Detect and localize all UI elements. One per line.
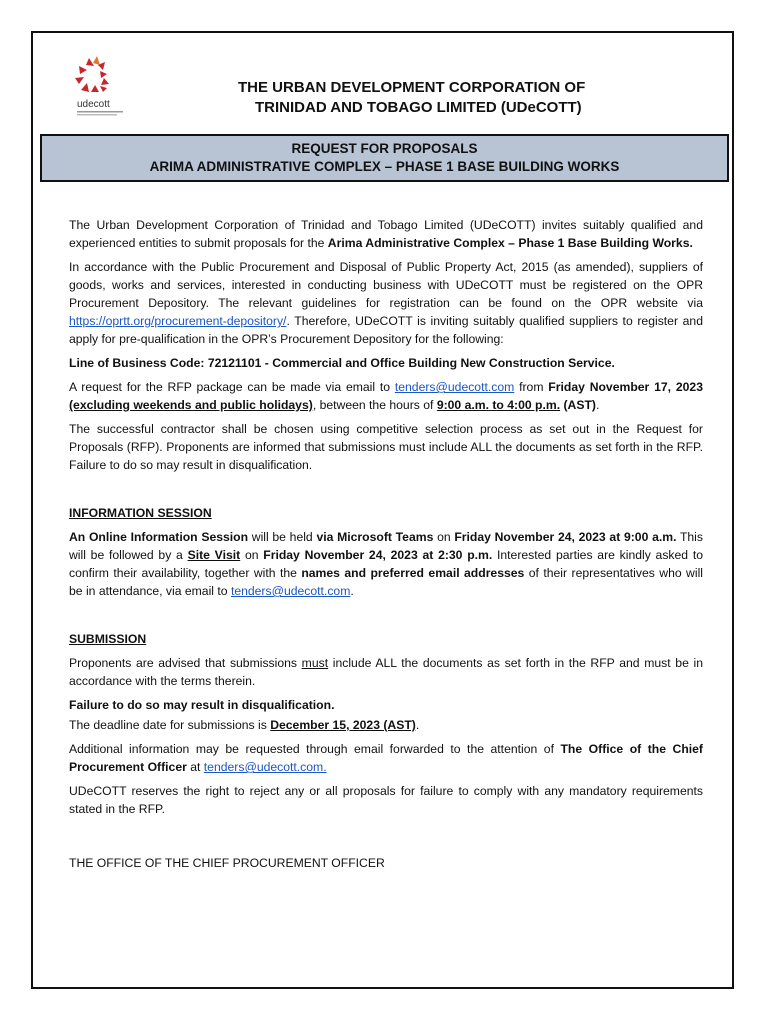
sub-must: must — [301, 656, 329, 670]
info-s1: An Online Information Session — [69, 530, 249, 544]
excluding-note: (excluding weekends and public holidays) — [69, 398, 313, 412]
signature: THE OFFICE OF THE CHIEF PROCUREMENT OFFICER — [69, 856, 385, 870]
info-s9: Friday November 24, 2023 at 2:30 p.m. — [263, 548, 493, 562]
submission-email-link[interactable]: tenders@udecott.com. — [203, 760, 327, 774]
info-session-heading: INFORMATION SESSION — [69, 506, 212, 520]
info-s4: on — [433, 530, 455, 544]
info-session-paragraph — [69, 528, 703, 600]
document-body — [69, 216, 703, 878]
selection-paragraph: The successful contractor shall be chosen using competitive selection process as set out in the Request for Proposals (RFP). Proponents are informed that submissions must include ALL the documents as set forth in the RFP. Failure to do so may result in disqualification. — [69, 422, 703, 472]
deadline-paragraph — [69, 716, 703, 734]
opr-depository-link[interactable]: https://oprtt.org/procurement-depository/ — [69, 314, 287, 328]
registration-paragraph — [69, 258, 703, 348]
additional-at: at — [186, 760, 204, 774]
intro-text: The Urban Development Corporation of Trinidad and Tobago Limited (UDeCOTT) invites suitably qualified and experienced entities to submit proposals for the — [69, 218, 703, 250]
submission-paragraph — [69, 654, 703, 690]
chief-procurement-office: The Office of the Chief Procurement Officer — [69, 742, 703, 774]
logo-wordmark: udecott — [77, 99, 110, 110]
project-name: Arima Administrative Complex – Phase 1 Base Building Works. — [327, 236, 693, 250]
banner-line1: REQUEST FOR PROPOSALS — [291, 141, 478, 156]
info-s2: will be held — [248, 530, 317, 544]
star-logo-icon — [67, 52, 147, 122]
line-of-business: Line of Business Code: 72121101 - Commercial and Office Building New Construction Service. — [69, 356, 615, 370]
info-s12: of their representatives who will be in attendance, via email to — [69, 566, 703, 598]
registration-text-end: . Therefore, UDeCOTT is inviting suitably qualified suppliers to register and apply for pre-qualification in the OPR’s Procurement Depository for the following: — [69, 314, 703, 346]
info-end: . — [350, 584, 354, 598]
sub-p1c: include ALL the documents as set forth in the RFP and must be in accordance with the terms therein. — [69, 656, 704, 688]
deadline-text: The deadline date for submissions is — [69, 718, 271, 732]
info-s5: Friday November 24, 2023 at 9:00 a.m. — [454, 530, 677, 544]
org-title-line1: THE URBAN DEVELOPMENT CORPORATION OF — [238, 79, 586, 96]
additional-text: Additional information may be requested through email forwarded to the attention of — [69, 742, 561, 756]
sub-p1a: Proponents are advised that submissions — [69, 656, 302, 670]
banner-line2: ARIMA ADMINISTRATIVE COMPLEX – PHASE 1 BASE BUILDING WORKS — [149, 159, 620, 174]
info-s11: names and preferred email addresses — [301, 566, 525, 580]
tenders-email-link[interactable]: tenders@udecott.com — [394, 380, 515, 394]
request-hours: 9:00 a.m. to 4:00 p.m. — [436, 398, 561, 412]
rfp-banner — [40, 134, 729, 182]
deadline-end: . — [415, 718, 420, 732]
failure-notice: Failure to do so may result in disqualification. — [69, 698, 335, 712]
request-text: A request for the RFP package can be made via email to — [69, 380, 395, 394]
info-s7: Site Visit — [187, 548, 241, 562]
org-title-line2: TRINIDAD AND TOBAGO LIMITED (UDeCOTT) — [255, 99, 582, 116]
reserve-paragraph: UDeCOTT reserves the right to reject any or all proposals for failure to comply with any mandatory requirements stated in the RFP. — [69, 784, 703, 816]
organization-title — [238, 78, 658, 118]
request-end: . — [595, 398, 600, 412]
intro-paragraph — [69, 216, 703, 252]
info-s6: This will be followed by a — [69, 530, 703, 562]
deadline-date: December 15, 2023 (AST) — [270, 718, 416, 732]
request-timezone: (AST) — [560, 398, 596, 412]
submission-heading: SUBMISSION — [69, 632, 147, 646]
request-from: from — [514, 380, 549, 394]
registration-text: In accordance with the Public Procurement and Disposal of Public Property Act, 2015 (as amended), suppliers of goods, works and services, interested in conducting business with UDeCOTT must be registered on the OPR Procurement Depository. The relevant guidelines for registration can be found on the OPR website via — [69, 260, 703, 310]
info-s3: via Microsoft Teams — [316, 530, 434, 544]
document-page — [31, 31, 734, 989]
request-hours-text: , between the hours of — [312, 398, 437, 412]
request-date: Friday November 17, 2023 — [548, 380, 703, 394]
udecott-logo — [67, 52, 147, 122]
info-tenders-email-link[interactable]: tenders@udecott.com — [230, 584, 351, 598]
info-s8: on — [240, 548, 264, 562]
info-s10: Interested parties are kindly asked to confirm their availability, together with the — [69, 548, 703, 580]
additional-info-paragraph — [69, 740, 703, 776]
request-paragraph — [69, 378, 703, 414]
